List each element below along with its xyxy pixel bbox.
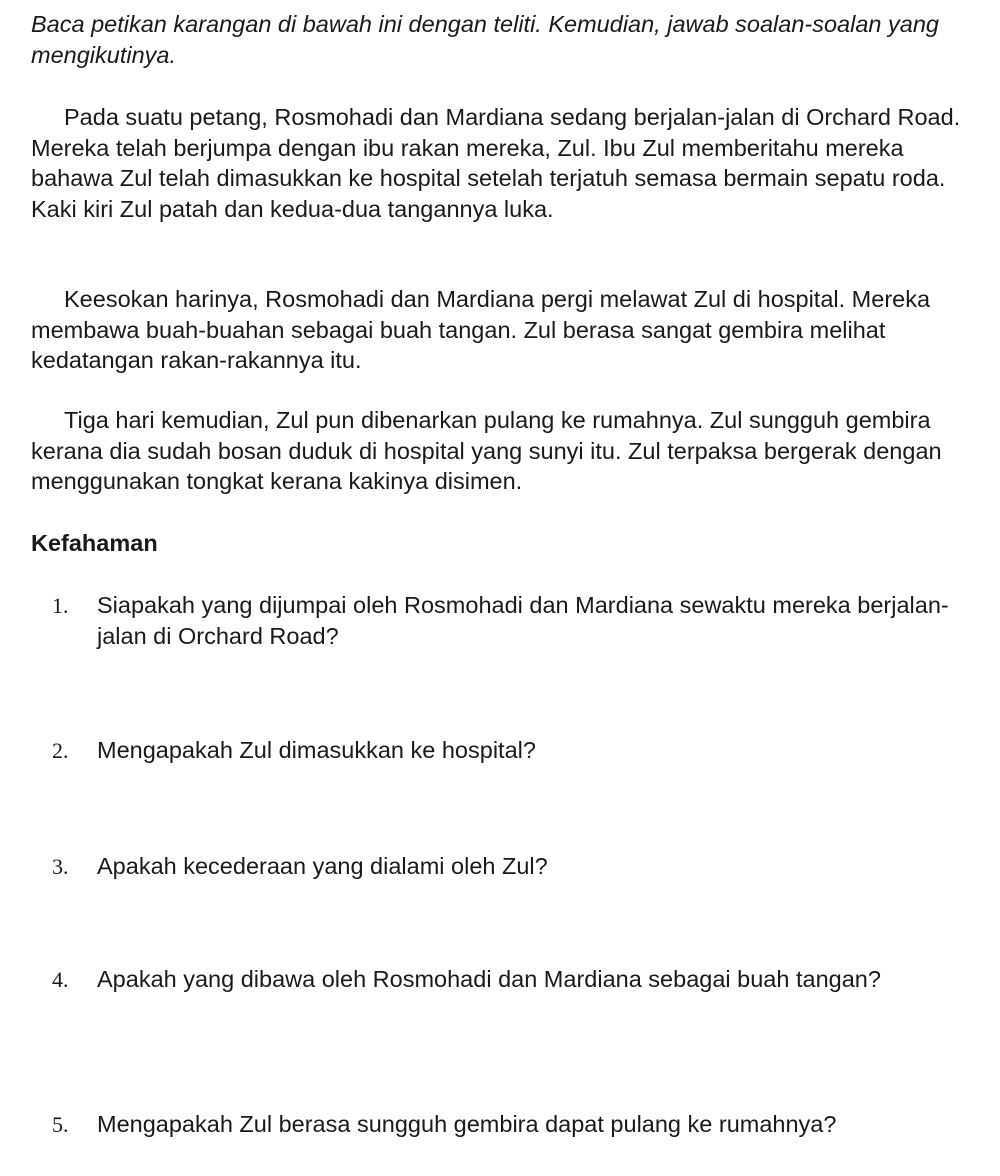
question-text: Siapakah yang dijumpai oleh Rosmohadi dan Mardiana sewaktu mereka berjalan-jalan di Orchard Road? <box>97 592 949 649</box>
passage-paragraph-3: Tiga hari kemudian, Zul pun dibenarkan pulang ke rumahnya. Zul sungguh gembira kerana dia sudah bosan duduk di hospital yang sunyi itu. Zul terpaksa bergerak dengan menggunakan tongkat kerana kakinya disimen. <box>31 407 942 494</box>
question-text: Mengapakah Zul dimasukkan ke hospital? <box>97 737 536 763</box>
question-5 <box>52 1109 972 1140</box>
question-1 <box>52 590 972 652</box>
question-text: Apakah yang dibawa oleh Rosmohadi dan Mardiana sebagai buah tangan? <box>97 966 881 992</box>
question-number: 3. <box>52 854 69 879</box>
question-4 <box>52 964 972 995</box>
question-number: 1. <box>52 593 69 618</box>
passage-paragraph-2: Keesokan harinya, Rosmohadi dan Mardiana pergi melawat Zul di hospital. Mereka membawa buah-buahan sebagai buah tangan. Zul berasa sangat gembira melihat kedatangan rakan-rakannya itu. <box>31 286 931 373</box>
passage-paragraph-1: Pada suatu petang, Rosmohadi dan Mardiana sedang berjalan-jalan di Orchard Road. Mereka telah berjumpa dengan ibu rakan mereka, Zul. Ibu Zul memberitahu mereka bahawa Zul telah dimasukkan ke hospital setelah terjatuh semasa bermain sepatu roda. Kaki kiri Zul patah dan kedua-dua tangannya luka. <box>31 104 961 222</box>
section-heading-kefahaman: Kefahaman <box>31 530 158 556</box>
question-number: 2. <box>52 738 69 763</box>
question-number: 4. <box>52 967 69 992</box>
question-3 <box>52 851 972 882</box>
question-2 <box>52 735 972 766</box>
question-text: Mengapakah Zul berasa sungguh gembira dapat pulang ke rumahnya? <box>97 1111 837 1137</box>
question-number: 5. <box>52 1112 69 1137</box>
question-text: Apakah kecederaan yang dialami oleh Zul? <box>97 853 548 879</box>
instructions-text: Baca petikan karangan di bawah ini dengan teliti. Kemudian, jawab soalan-soalan yang mengikutinya. <box>31 11 939 68</box>
